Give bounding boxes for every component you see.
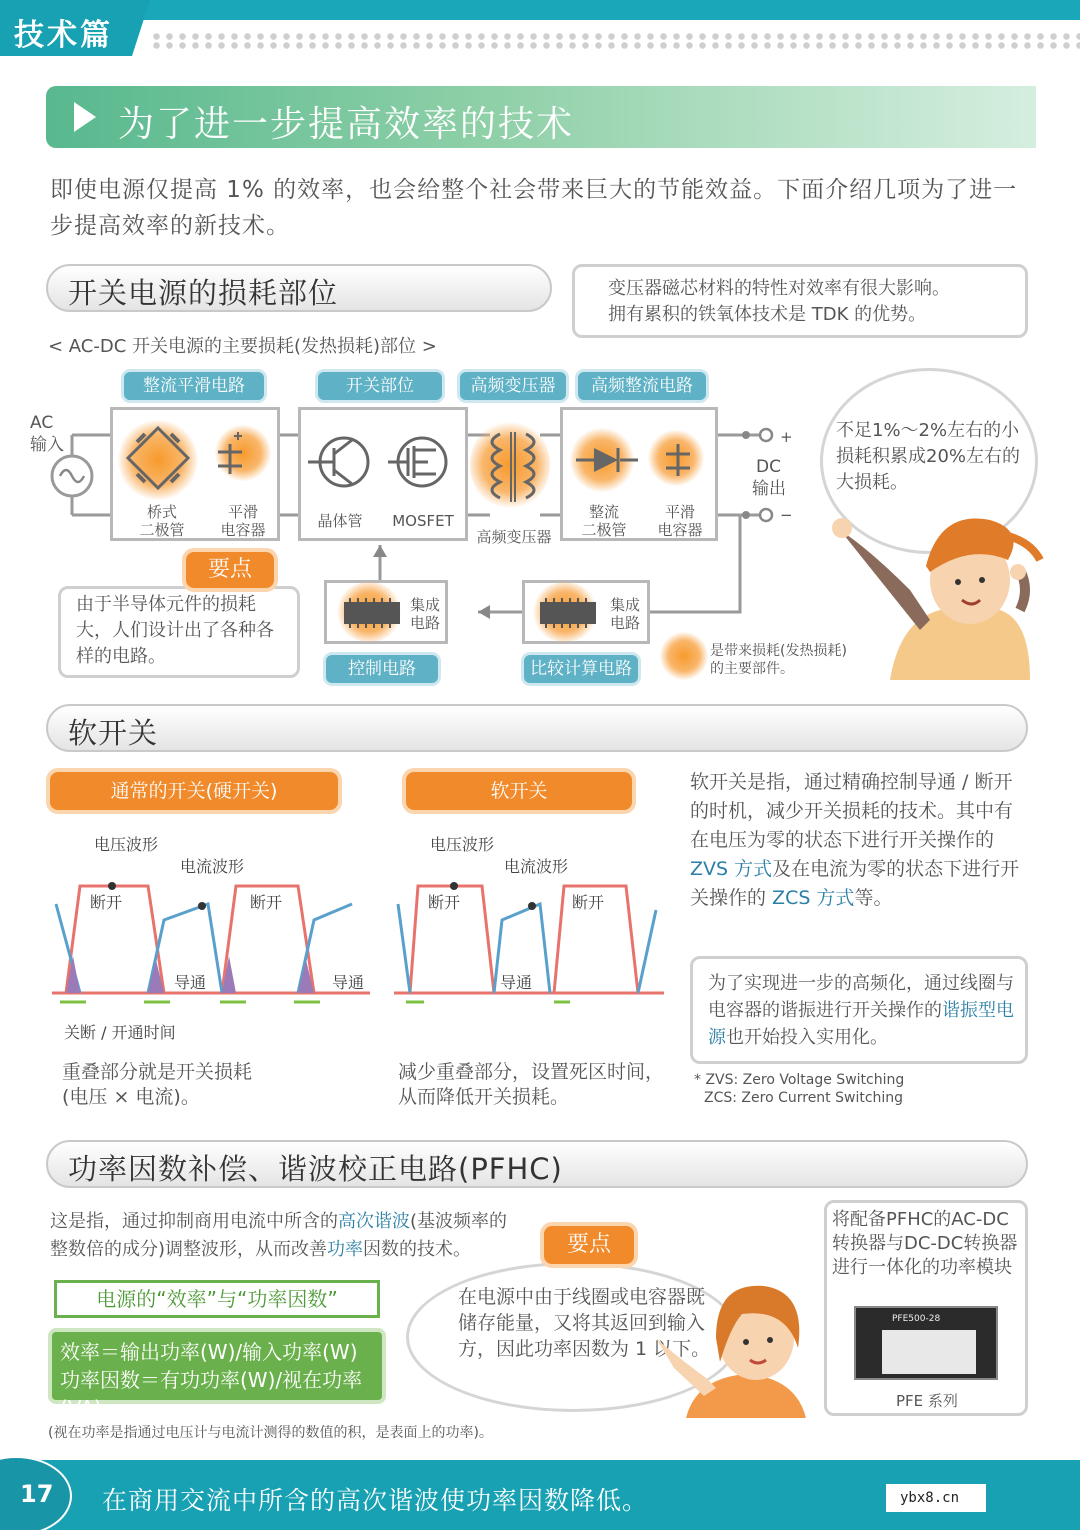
hard-caption-1: 重叠部分就是开关损耗 xyxy=(62,1061,253,1083)
point-tag: 要点 xyxy=(186,552,274,588)
footnote-zvs: * ZVS: Zero Voltage Switching xyxy=(694,1072,905,1088)
voltage-wave-label: 电压波形 xyxy=(94,835,159,854)
transformer-label: 高频变压器 xyxy=(476,528,552,546)
section-title-pfhc: 功率因数补偿、谐波校正电路(PFHC) xyxy=(68,1152,563,1186)
ac-input-label-1: AC xyxy=(30,413,54,433)
soft-switch-description: 软开关是指，通过精确控制导通 / 断开的时机，减少开关损耗的技术。其中有在电压为零的状态下进行开关操作的 ZVS 方式及在电流为零的状态下进行开关操作的 ZCS 方式等。 xyxy=(690,771,1020,909)
ac-input-label-2: 输入 xyxy=(30,435,64,455)
on-label: 导通 xyxy=(332,973,365,992)
tag-transformer: 高频变压器 xyxy=(460,372,566,400)
ic-chip-icon xyxy=(536,596,600,630)
tdk-note-line1: 变压器磁芯材料的特性对效率有很大影响。 xyxy=(608,278,950,299)
hard-switch-tag: 通常的开关(硬开关) xyxy=(50,772,338,810)
pfe-module-image xyxy=(854,1306,998,1380)
off-label: 断开 xyxy=(572,893,605,912)
point-text: 由于半导体元件的损耗大，人们设计出了各种各样的电路。 xyxy=(76,594,274,667)
hard-caption-2: (电压 × 电流)。 xyxy=(62,1086,200,1108)
smooth-cap-label-2: 电容器 xyxy=(220,521,266,539)
bridge-label-2: 二极管 xyxy=(139,521,185,539)
section-title-loss: 开关电源的损耗部位 xyxy=(68,276,339,310)
soft-caption-2: 从而降低开关损耗。 xyxy=(398,1086,570,1108)
bridge-label-1: 桥式 xyxy=(146,503,177,521)
current-wave-label: 电流波形 xyxy=(180,857,245,876)
legend-text-1: 是带来损耗(发热损耗) xyxy=(710,643,847,659)
section-header-soft xyxy=(46,704,1028,752)
ic2-label-2: 电路 xyxy=(610,614,641,632)
module-nameplate xyxy=(882,1330,976,1374)
soft-switch-waveform xyxy=(394,860,664,1020)
dotted-decoration xyxy=(150,32,1080,50)
page-title: 为了进一步提高效率的技术 xyxy=(118,104,575,145)
diagram-caption: < AC-DC 开关电源的主要损耗(发热损耗)部位 > xyxy=(48,336,437,357)
efficiency-definition-title: 电源的“效率”与“功率因数” xyxy=(54,1280,380,1318)
transformer-icon xyxy=(478,428,548,508)
hard-switch-waveform xyxy=(52,860,370,1020)
smooth-cap-label-1: 平滑 xyxy=(227,503,258,521)
tag-switch: 开关部位 xyxy=(318,372,442,400)
pfhc-bubble-text: 在电源中由于线圈或电容器既储存能量，又将其返回到输入方，因此功率因数为 1 以下。 xyxy=(458,1286,711,1360)
plus-terminal: + xyxy=(780,428,793,446)
out-cap-label-2: 电容器 xyxy=(657,521,703,539)
boy-illustration xyxy=(830,500,1050,685)
mosfet-label: MOSFET xyxy=(392,512,454,530)
page-number: 17 xyxy=(20,1480,54,1508)
ic2-label-1: 集成 xyxy=(610,596,641,614)
transition-label: 关断 / 开通时间 xyxy=(64,1023,176,1042)
resonant-note-text: 为了实现进一步的高频化，通过线圈与电容器的谐振进行开关操作的谐振型电源也开始投入实用化。 xyxy=(708,973,1014,1048)
play-arrow-icon xyxy=(74,102,96,132)
watermark: ybx8.cn xyxy=(900,1490,960,1506)
on-label: 导通 xyxy=(174,973,207,992)
transistor-label: 晶体管 xyxy=(317,512,363,530)
legend-glow-icon xyxy=(660,632,708,680)
intro-text: 即使电源仅提高 1% 的效率，也会给整个社会带来巨大的节能效益。下面介绍几项为了进一步提高效率的新技术。 xyxy=(50,177,1018,239)
product-description: 将配备PFHC的AC-DC转换器与DC-DC转换器进行一体化的功率模块 xyxy=(832,1209,1018,1278)
footnote-zcs: ZCS: Zero Current Switching xyxy=(704,1090,904,1106)
module-label: PFE500-28 xyxy=(892,1314,941,1324)
pfhc-description: 这是指，通过抑制商用电流中所含的高次谐波(基波频率的整数倍的成分)调整波形，从而改善功率因数的技术。 xyxy=(50,1211,508,1260)
tag-control: 控制电路 xyxy=(326,655,438,683)
girl-illustration xyxy=(646,1278,816,1418)
ic1-label-2: 电路 xyxy=(410,614,441,632)
rect-diode-label-2: 二极管 xyxy=(581,521,627,539)
bridge-diode-icon xyxy=(122,422,272,502)
formula-box xyxy=(52,1332,382,1420)
chapter-title: 技术篇 xyxy=(14,18,113,53)
off-label: 断开 xyxy=(90,893,123,912)
tag-hf-rectifier: 高频整流电路 xyxy=(578,372,706,400)
current-wave-label: 电流波形 xyxy=(504,857,569,876)
ic1-label-1: 集成 xyxy=(410,596,441,614)
out-cap-label-1: 平滑 xyxy=(664,503,695,521)
off-label: 断开 xyxy=(250,893,283,912)
rect-diode-label-1: 整流 xyxy=(588,503,619,521)
pfhc-point-tag: 要点 xyxy=(544,1226,634,1264)
soft-caption-1: 减少重叠部分，设置死区时间， xyxy=(398,1061,665,1083)
top-bar xyxy=(0,0,1080,20)
diode-capacitor-icon xyxy=(572,432,712,492)
product-caption: PFE 系列 xyxy=(896,1392,958,1410)
soft-switch-tag: 软开关 xyxy=(406,772,632,810)
apparent-power-note: (视在功率是指通过电压计与电流计测得的数值的积，是表面上的功率)。 xyxy=(48,1425,493,1441)
section-title-soft: 软开关 xyxy=(68,716,159,750)
efficiency-formula: 效率＝输出功率(W)/输入功率(W) xyxy=(60,1340,358,1364)
off-label: 断开 xyxy=(428,893,461,912)
ic-chip-icon xyxy=(340,596,404,630)
dc-output-label-2: 输出 xyxy=(752,479,786,499)
power-factor-formula: 功率因数＝有功功率(W)/视在功率(VA) xyxy=(60,1368,363,1420)
tag-compare: 比较计算电路 xyxy=(524,655,638,683)
footer-summary: 在商用交流中所含的高次谐波使功率因数降低。 xyxy=(102,1486,649,1515)
minus-terminal: − xyxy=(780,506,793,524)
on-label: 导通 xyxy=(500,973,533,992)
legend-text-2: 的主要部件。 xyxy=(710,661,794,677)
transistor-mosfet-icon xyxy=(304,432,464,502)
voltage-wave-label: 电压波形 xyxy=(430,835,495,854)
tag-rectifier: 整流平滑电路 xyxy=(124,372,264,400)
bubble-text: 不足1%～2%左右的小损耗积累成20%左右的大损耗。 xyxy=(836,420,1021,493)
tdk-note-line2: 拥有累积的铁氧体技术是 TDK 的优势。 xyxy=(608,304,927,325)
dc-output-label-1: DC xyxy=(756,457,781,477)
